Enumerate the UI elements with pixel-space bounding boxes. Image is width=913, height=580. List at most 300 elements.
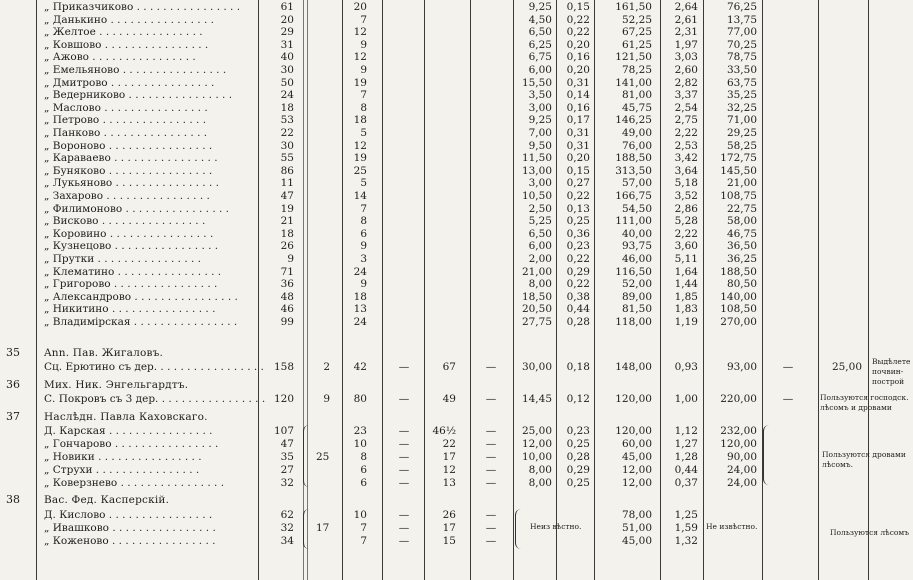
group-count: 17 — [316, 522, 330, 534]
cell-c3: 8 — [360, 102, 367, 114]
cell-c7: 25,00 — [521, 425, 552, 437]
cell-c9: 60,00 — [621, 438, 652, 450]
cell-c1: 86 — [280, 165, 294, 177]
cell-c4: — — [398, 425, 410, 437]
table-row — [0, 203, 913, 215]
cell-c4: — — [398, 535, 410, 547]
cell-c8: 0,16 — [566, 102, 590, 114]
cell-c11: 140,00 — [720, 291, 757, 303]
village-name: „ Григорово . . . . . . . . . . . . . . . . — [44, 278, 218, 290]
cell-c1: 30 — [280, 64, 294, 76]
cell-c7: 9,25 — [528, 114, 552, 126]
table-row — [0, 316, 913, 328]
cell-c3: 14 — [353, 190, 367, 202]
village-name: „ Ведерниково . . . . . . . . . . . . . . . . — [44, 89, 233, 101]
cell-c10: 1,64 — [674, 266, 698, 278]
cell-c10: 3,42 — [674, 152, 698, 164]
cell-c3: 3 — [360, 253, 367, 265]
cell-c3: 6 — [360, 228, 367, 240]
cell-c8: 0,22 — [566, 14, 590, 26]
cell-c9: 166,75 — [615, 190, 652, 202]
cell-c3: 12 — [353, 140, 367, 152]
cell-c5: 67 — [442, 361, 456, 373]
cell-c7: 5,25 — [528, 215, 552, 227]
cell-c1: 50 — [280, 77, 294, 89]
village-name: „ Прутки . . . . . . . . . . . . . . . . — [44, 253, 202, 265]
table-row — [0, 509, 913, 521]
cell-c8: 0,18 — [566, 361, 590, 373]
table-row — [0, 451, 913, 463]
table-row — [0, 114, 913, 126]
cell-c7: 6,75 — [528, 51, 552, 63]
cell-c8: 0,14 — [566, 89, 590, 101]
cell-c9: 118,00 — [615, 316, 652, 328]
table-row — [0, 438, 913, 450]
cell-c3: 19 — [353, 152, 367, 164]
cell-c10: 5,18 — [674, 177, 698, 189]
cell-c1: 35 — [280, 451, 294, 463]
cell-c1: 30 — [280, 140, 294, 152]
cell-c9: 52,00 — [621, 278, 652, 290]
table-row — [0, 89, 913, 101]
cell-c4: — — [398, 438, 410, 450]
unknown-note: Неиз вѣстно. — [530, 522, 582, 531]
cell-c8: 0,25 — [566, 438, 590, 450]
cell-c3: 9 — [360, 39, 367, 51]
cell-c1: 36 — [280, 278, 294, 290]
village-name: „ Караваево . . . . . . . . . . . . . . . . — [44, 152, 218, 164]
cell-c10: 2,61 — [674, 14, 698, 26]
cell-c1: 99 — [280, 316, 294, 328]
cell-c3: 12 — [353, 26, 367, 38]
cell-c10: 3,37 — [674, 89, 698, 101]
cell-c10: 2,22 — [674, 127, 698, 139]
cell-c12: — — [782, 361, 794, 373]
cell-c6: — — [485, 425, 497, 437]
cell-c1: 32 — [280, 522, 294, 534]
cell-c11: 220,00 — [720, 393, 757, 405]
cell-c6: — — [485, 535, 497, 547]
cell-c9: 45,00 — [621, 535, 652, 547]
cell-c9: 57,00 — [621, 177, 652, 189]
cell-c3: 7 — [360, 535, 367, 547]
cell-c8: 0,25 — [566, 215, 590, 227]
cell-c7: 12,00 — [521, 438, 552, 450]
cell-c9: 120,00 — [615, 425, 652, 437]
cell-c7: 9,50 — [528, 140, 552, 152]
cell-c2: 9 — [323, 393, 330, 405]
cell-c3: 7 — [360, 522, 367, 534]
village-name: „ Клематино . . . . . . . . . . . . . . . . — [44, 266, 222, 278]
cell-c11: 58,25 — [726, 140, 757, 152]
cell-c10: 1,97 — [674, 39, 698, 51]
table-row — [0, 477, 913, 489]
cell-c8: 0,29 — [566, 464, 590, 476]
table-row — [0, 190, 913, 202]
table-row — [0, 393, 913, 405]
cell-c10: 1,32 — [674, 535, 698, 547]
cell-c7: 8,00 — [528, 278, 552, 290]
table-row — [0, 152, 913, 164]
cell-c9: 120,00 — [615, 393, 652, 405]
cell-c5: 46½ — [432, 425, 456, 437]
cell-c3: 9 — [360, 64, 367, 76]
cell-c11: 46,75 — [726, 228, 757, 240]
cell-c8: 0,25 — [566, 477, 590, 489]
cell-c11: 71,00 — [726, 114, 757, 126]
cell-c1: 19 — [280, 203, 294, 215]
cell-c10: 2,54 — [674, 102, 698, 114]
table-row — [0, 26, 913, 38]
cell-c11: 36,50 — [726, 240, 757, 252]
cell-c3: 13 — [353, 303, 367, 315]
village-name: „ Новики . . . . . . . . . . . . . . . . — [44, 451, 202, 463]
cell-c3: 19 — [353, 77, 367, 89]
cell-c10: 0,44 — [674, 464, 698, 476]
brace-mark — [515, 509, 522, 549]
cell-c9: 313,50 — [615, 165, 652, 177]
cell-c10: 2,53 — [674, 140, 698, 152]
owner-name: Мих. Ник. Энгельгардтъ. — [44, 379, 189, 391]
cell-c10: 1,83 — [674, 303, 698, 315]
table-row — [0, 127, 913, 139]
cell-c5: 12 — [442, 464, 456, 476]
cell-c2: 2 — [323, 361, 330, 373]
entry-number: 37 — [6, 410, 20, 423]
cell-c6: — — [485, 393, 497, 405]
cell-c6: — — [485, 477, 497, 489]
cell-c11: 58,00 — [726, 215, 757, 227]
cell-c9: 12,00 — [621, 464, 652, 476]
cell-c7: 6,50 — [528, 228, 552, 240]
table-row — [0, 140, 913, 152]
cell-c1: 46 — [280, 303, 294, 315]
table-row — [0, 14, 913, 26]
village-name: С. Покровъ съ 3 дер. . . . . . . . . . . . . . . . . — [44, 393, 266, 405]
table-row — [0, 165, 913, 177]
cell-c8: 0,31 — [566, 77, 590, 89]
village-name: „ Панково . . . . . . . . . . . . . . . . — [44, 127, 208, 139]
cell-c11: 77,00 — [726, 26, 757, 38]
cell-c10: 3,60 — [674, 240, 698, 252]
cell-c10: 2,31 — [674, 26, 698, 38]
cell-c8: 0,15 — [566, 1, 590, 13]
village-name: „ Приказчиково . . . . . . . . . . . . . . . . — [44, 1, 241, 13]
cell-c1: 62 — [280, 509, 294, 521]
cell-c7: 8,00 — [528, 477, 552, 489]
village-name: „ Александрово . . . . . . . . . . . . . . . . — [44, 291, 238, 303]
cell-c1: 9 — [287, 253, 294, 265]
cell-c1: 26 — [280, 240, 294, 252]
village-name: „ Емельяново . . . . . . . . . . . . . . . . — [44, 64, 227, 76]
cell-c5: 17 — [442, 522, 456, 534]
cell-c7: 3,50 — [528, 89, 552, 101]
cell-c7: 6,00 — [528, 64, 552, 76]
village-name: „ Желтое . . . . . . . . . . . . . . . . — [44, 26, 203, 38]
cell-c11: 232,00 — [720, 425, 757, 437]
cell-c1: 55 — [280, 152, 294, 164]
cell-c5: 13 — [442, 477, 456, 489]
cell-c11: 78,75 — [726, 51, 757, 63]
cell-c9: 45,00 — [621, 451, 652, 463]
cell-c12: — — [782, 393, 794, 405]
cell-c8: 0,22 — [566, 253, 590, 265]
cell-c1: 31 — [280, 39, 294, 51]
cell-c10: 2,86 — [674, 203, 698, 215]
cell-c10: 3,64 — [674, 165, 698, 177]
village-name: Д. Карская . . . . . . . . . . . . . . . . — [44, 425, 213, 437]
table-row — [0, 278, 913, 290]
table-row — [0, 102, 913, 114]
cell-c10: 1,44 — [674, 278, 698, 290]
cell-c11: 270,00 — [720, 316, 757, 328]
cell-c7: 30,00 — [521, 361, 552, 373]
cell-c8: 0,38 — [566, 291, 590, 303]
cell-c4: — — [398, 464, 410, 476]
entry-number: 38 — [6, 493, 20, 506]
cell-c1: 48 — [280, 291, 294, 303]
table-row — [0, 177, 913, 189]
remark-text: Пользуются дровами — [822, 450, 906, 459]
cell-c9: 76,00 — [621, 140, 652, 152]
cell-c11: 108,50 — [720, 303, 757, 315]
remark-text: Выдѣлете — [872, 357, 911, 366]
village-name: „ Захарово . . . . . . . . . . . . . . . . — [44, 190, 210, 202]
cell-c11: 90,00 — [726, 451, 757, 463]
remark-text: лѣсомъ. — [822, 460, 853, 469]
cell-c9: 81,50 — [621, 303, 652, 315]
cell-c6: — — [485, 522, 497, 534]
cell-c10: 2,60 — [674, 64, 698, 76]
table-row — [0, 215, 913, 227]
owner-name: Вас. Фед. Касперскій. — [44, 494, 170, 506]
cell-c9: 45,75 — [621, 102, 652, 114]
cell-c3: 20 — [353, 1, 367, 13]
cell-c3: 5 — [360, 127, 367, 139]
cell-c10: 3,52 — [674, 190, 698, 202]
remark-text: Пользуются господск. — [820, 393, 909, 402]
cell-c1: 61 — [280, 1, 294, 13]
cell-c11: 24,00 — [726, 464, 757, 476]
cell-c11: 188,50 — [720, 266, 757, 278]
cell-c7: 4,50 — [528, 14, 552, 26]
cell-c11: 36,25 — [726, 253, 757, 265]
cell-c1: 107 — [273, 425, 294, 437]
cell-c6: — — [485, 361, 497, 373]
cell-c10: 3,03 — [674, 51, 698, 63]
cell-c5: 17 — [442, 451, 456, 463]
cell-c1: 21 — [280, 215, 294, 227]
brace-mark — [763, 425, 770, 485]
cell-c11: 172,75 — [720, 152, 757, 164]
cell-c8: 0,23 — [566, 425, 590, 437]
village-name: „ Данькино . . . . . . . . . . . . . . . . — [44, 14, 214, 26]
cell-c10: 2,64 — [674, 1, 698, 13]
cell-c10: 0,37 — [674, 477, 698, 489]
owner-name: Наслѣдн. Павла Каховскаго. — [44, 411, 208, 423]
cell-c3: 18 — [353, 291, 367, 303]
cell-c8: 0,20 — [566, 39, 590, 51]
cell-c9: 111,00 — [615, 215, 652, 227]
cell-c1: 47 — [280, 190, 294, 202]
cell-c4: — — [398, 393, 410, 405]
cell-c1: 20 — [280, 14, 294, 26]
table-row — [0, 77, 913, 89]
village-name: „ Маслово . . . . . . . . . . . . . . . . — [44, 102, 208, 114]
cell-c3: 7 — [360, 203, 367, 215]
cell-c8: 0,13 — [566, 203, 590, 215]
table-row — [0, 464, 913, 476]
cell-c4: — — [398, 361, 410, 373]
cell-c1: 32 — [280, 477, 294, 489]
table-row — [0, 291, 913, 303]
village-name: „ Ивашково . . . . . . . . . . . . . . . . — [44, 522, 216, 534]
cell-c8: 0,36 — [566, 228, 590, 240]
table-row — [0, 1, 913, 13]
table-row — [0, 303, 913, 315]
cell-c8: 0,31 — [566, 140, 590, 152]
cell-c8: 0,15 — [566, 165, 590, 177]
cell-c11: 76,25 — [726, 1, 757, 13]
cell-c9: 93,75 — [621, 240, 652, 252]
cell-c8: 0,28 — [566, 451, 590, 463]
cell-c10: 1,19 — [674, 316, 698, 328]
cell-c7: 6,00 — [528, 240, 552, 252]
village-name: „ Владимірская . . . . . . . . . . . . . . . . — [44, 316, 238, 328]
table-row — [0, 361, 913, 373]
village-name: „ Ажово . . . . . . . . . . . . . . . . — [44, 51, 196, 63]
cell-c3: 6 — [360, 477, 367, 489]
cell-c8: 0,17 — [566, 114, 590, 126]
village-name: „ Никитино . . . . . . . . . . . . . . . . — [44, 303, 216, 315]
table-row — [0, 228, 913, 240]
cell-c7: 13,00 — [521, 165, 552, 177]
cell-c7: 10,50 — [521, 190, 552, 202]
village-name: „ Коженово . . . . . . . . . . . . . . . . — [44, 535, 216, 547]
cell-c9: 51,00 — [621, 522, 652, 534]
village-name: „ Висково . . . . . . . . . . . . . . . . — [44, 215, 206, 227]
cell-c9: 61,25 — [621, 39, 652, 51]
cell-c9: 78,25 — [621, 64, 652, 76]
brace-mark — [303, 425, 310, 487]
cell-c10: 5,28 — [674, 215, 698, 227]
owner-name: Ann. Пав. Жигаловъ. — [44, 347, 164, 359]
cell-c8: 0,44 — [566, 303, 590, 315]
cell-c3: 7 — [360, 89, 367, 101]
cell-c6: — — [485, 464, 497, 476]
cell-c7: 6,50 — [528, 26, 552, 38]
cell-c3: 10 — [353, 509, 367, 521]
table-row — [0, 253, 913, 265]
table-row — [0, 51, 913, 63]
table-row — [0, 535, 913, 547]
cell-c3: 25 — [353, 165, 367, 177]
cell-c1: 158 — [273, 361, 294, 373]
cell-c4: — — [398, 451, 410, 463]
remark-text: построй — [872, 377, 905, 386]
cell-c6: — — [485, 509, 497, 521]
cell-c4: — — [398, 477, 410, 489]
cell-c8: 0,28 — [566, 316, 590, 328]
cell-c7: 7,00 — [528, 127, 552, 139]
table-row — [0, 39, 913, 51]
cell-c10: 1,12 — [674, 425, 698, 437]
village-name: „ Коровино . . . . . . . . . . . . . . . . — [44, 228, 214, 240]
brace-mark — [303, 509, 310, 549]
cell-c3: 80 — [353, 393, 367, 405]
cell-c7: 2,50 — [528, 203, 552, 215]
cell-c7: 18,50 — [521, 291, 552, 303]
cell-c9: 67,25 — [621, 26, 652, 38]
cell-c7: 9,25 — [528, 1, 552, 13]
cell-c11: 63,75 — [726, 77, 757, 89]
cell-c8: 0,22 — [566, 190, 590, 202]
cell-c3: 23 — [353, 425, 367, 437]
cell-c11: 108,75 — [720, 190, 757, 202]
cell-c7: 27,75 — [521, 316, 552, 328]
cell-c8: 0,12 — [566, 393, 590, 405]
cell-c10: 1,27 — [674, 438, 698, 450]
cell-c9: 161,50 — [615, 1, 652, 13]
table-row — [0, 522, 913, 534]
cell-c1: 71 — [280, 266, 294, 278]
cell-c1: 34 — [280, 535, 294, 547]
cell-c9: 46,00 — [621, 253, 652, 265]
entry-number: 36 — [6, 378, 20, 391]
village-name: „ Коверзнево . . . . . . . . . . . . . . . . — [44, 477, 225, 489]
cell-c9: 121,50 — [615, 51, 652, 63]
cell-c1: 24 — [280, 89, 294, 101]
cell-c8: 0,22 — [566, 278, 590, 290]
cell-c5: 15 — [442, 535, 456, 547]
cell-c9: 116,50 — [615, 266, 652, 278]
cell-c8: 0,20 — [566, 152, 590, 164]
table-row — [0, 425, 913, 437]
cell-c11: 80,50 — [726, 278, 757, 290]
village-name: „ Петрово . . . . . . . . . . . . . . . . — [44, 114, 207, 126]
cell-c10: 1,25 — [674, 509, 698, 521]
table-row — [0, 64, 913, 76]
table-row — [0, 240, 913, 252]
cell-c10: 2,75 — [674, 114, 698, 126]
table-row — [0, 266, 913, 278]
entry-number: 35 — [6, 346, 20, 359]
cell-c10: 1,28 — [674, 451, 698, 463]
cell-c7: 3,00 — [528, 177, 552, 189]
cell-c1: 47 — [280, 438, 294, 450]
cell-c1: 18 — [280, 102, 294, 114]
cell-c3: 6 — [360, 464, 367, 476]
cell-c3: 7 — [360, 14, 367, 26]
village-name: „ Лукьяново . . . . . . . . . . . . . . . . — [44, 177, 219, 189]
cell-c5: 22 — [442, 438, 456, 450]
remark-text: почвин- — [872, 367, 904, 376]
cell-c3: 12 — [353, 51, 367, 63]
cell-c3: 9 — [360, 278, 367, 290]
village-name: „ Филимоново . . . . . . . . . . . . . . . . — [44, 203, 230, 215]
cell-c8: 0,31 — [566, 127, 590, 139]
cell-c9: 49,00 — [621, 127, 652, 139]
village-name: „ Гончарово . . . . . . . . . . . . . . . . — [44, 438, 219, 450]
cell-c3: 24 — [353, 316, 367, 328]
cell-c9: 188,50 — [615, 152, 652, 164]
remark-text: Пользуются лѣсомъ — [830, 528, 910, 537]
village-name: „ Струхи . . . . . . . . . . . . . . . . — [44, 464, 200, 476]
cell-c9: 146,25 — [615, 114, 652, 126]
cell-c3: 18 — [353, 114, 367, 126]
cell-c8: 0,29 — [566, 266, 590, 278]
cell-c8: 0,23 — [566, 240, 590, 252]
